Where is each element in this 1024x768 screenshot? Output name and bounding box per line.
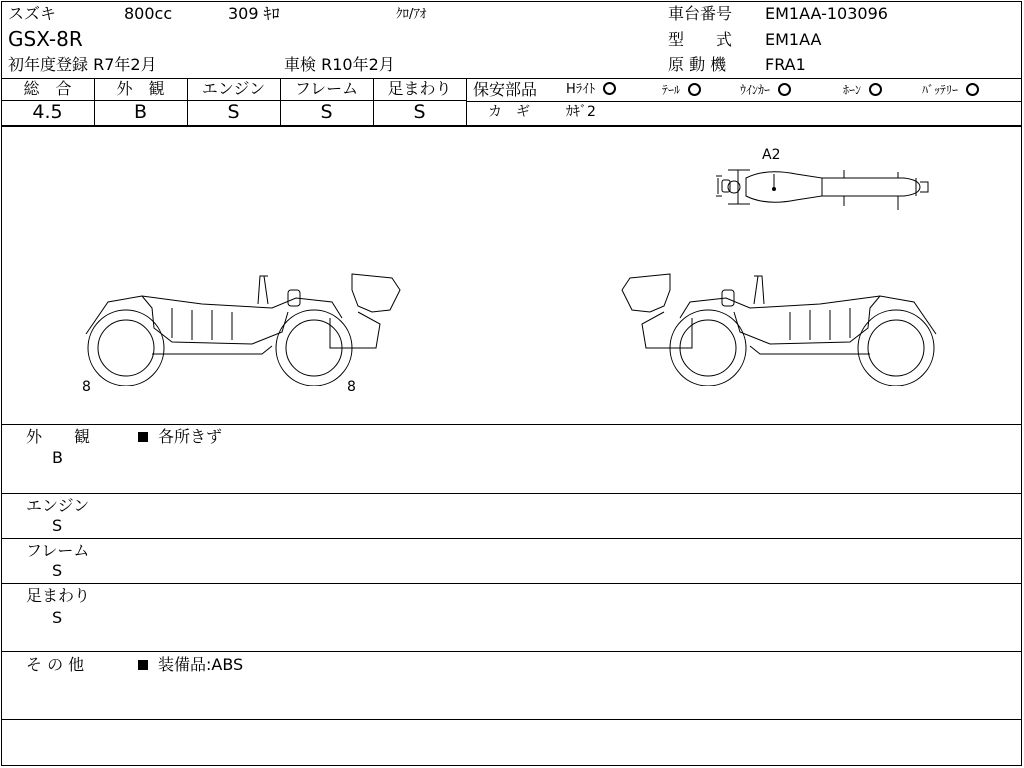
divider (1, 125, 1022, 127)
ok-circle-icon (869, 83, 882, 96)
safety-item-horn: ﾎｰﾝ (843, 83, 882, 97)
grade-header-engine: エンジン (201, 79, 266, 98)
damage-point-marker (772, 187, 776, 191)
grade-header-exterior: 外 観 (116, 79, 165, 98)
divider (466, 78, 467, 126)
frame-note-grade: S (52, 561, 63, 580)
other-note: 装備品:ABS (138, 656, 243, 674)
inspection-date: 車検 R10年2月 (284, 55, 395, 74)
damage-mark-top: A2 (762, 147, 781, 163)
ok-circle-icon (966, 83, 979, 96)
maker: スズキ (8, 4, 57, 23)
color: ｸﾛ/ｱｵ (396, 7, 427, 22)
ok-circle-icon (778, 83, 791, 96)
engine-label: 原 動 機 (668, 55, 727, 74)
first-registration: 初年度登録 R7年2月 (8, 55, 157, 74)
grade-header-suspension: 足まわり (387, 79, 452, 98)
divider (1, 583, 1022, 584)
ok-circle-icon (603, 82, 616, 95)
safety-item-headlight: Hﾗｲﾄ (566, 82, 616, 98)
safety-item-taillight: ﾃｰﾙ (662, 83, 701, 97)
grade-exterior: B (133, 101, 148, 123)
grade-header-frame: フレーム (294, 79, 359, 98)
motorcycle-left-view (82, 268, 402, 386)
grade-engine: S (227, 101, 240, 123)
key-label: カ ギ (488, 104, 530, 120)
engine-note-label: エンジン (26, 496, 90, 515)
divider (1, 424, 1022, 425)
exterior-note: 各所きず (138, 428, 222, 446)
divider (1, 651, 1022, 652)
other-label: そ の 他 (26, 655, 85, 674)
engine-note-grade: S (52, 516, 63, 535)
motorcycle-top-view (706, 160, 938, 216)
safety-label: 保安部品 (473, 80, 538, 99)
displacement: 800cc (124, 4, 173, 23)
bullet-square-icon (138, 660, 148, 670)
frame-note-label: フレーム (26, 541, 90, 560)
safety-item-battery: ﾊﾞｯﾃﾘｰ (922, 83, 979, 97)
suspension-note-label: 足まわり (26, 586, 91, 605)
grade-suspension: S (413, 101, 426, 123)
grade-frame: S (320, 101, 333, 123)
type-label: 型 式 (668, 30, 733, 49)
frame-no-label: 車台番号 (668, 4, 733, 23)
type-value: EM1AA (765, 30, 822, 49)
engine-value: FRA1 (765, 55, 806, 74)
ok-circle-icon (688, 83, 701, 96)
right-wheel-mark: 8 (347, 379, 356, 395)
key-value: ｶｷﾞ2 (566, 104, 596, 120)
mileage: 309 ｷﾛ (228, 4, 280, 23)
model-name: GSX-8R (8, 27, 83, 51)
divider (467, 101, 1022, 102)
grade-header-overall: 総 合 (23, 79, 72, 98)
divider (1, 493, 1022, 494)
exterior-grade: B (52, 448, 63, 467)
exterior-label: 外 観 (26, 427, 91, 446)
suspension-note-grade: S (52, 608, 63, 627)
divider (1, 719, 1022, 720)
divider (1, 538, 1022, 539)
left-wheel-mark: 8 (82, 379, 91, 395)
motorcycle-right-view (620, 268, 940, 386)
bullet-square-icon (138, 432, 148, 442)
frame-no: EM1AA-103096 (765, 4, 888, 23)
grade-overall: 4.5 (32, 101, 63, 123)
safety-item-winker: ｳｲﾝｶｰ (740, 83, 791, 97)
